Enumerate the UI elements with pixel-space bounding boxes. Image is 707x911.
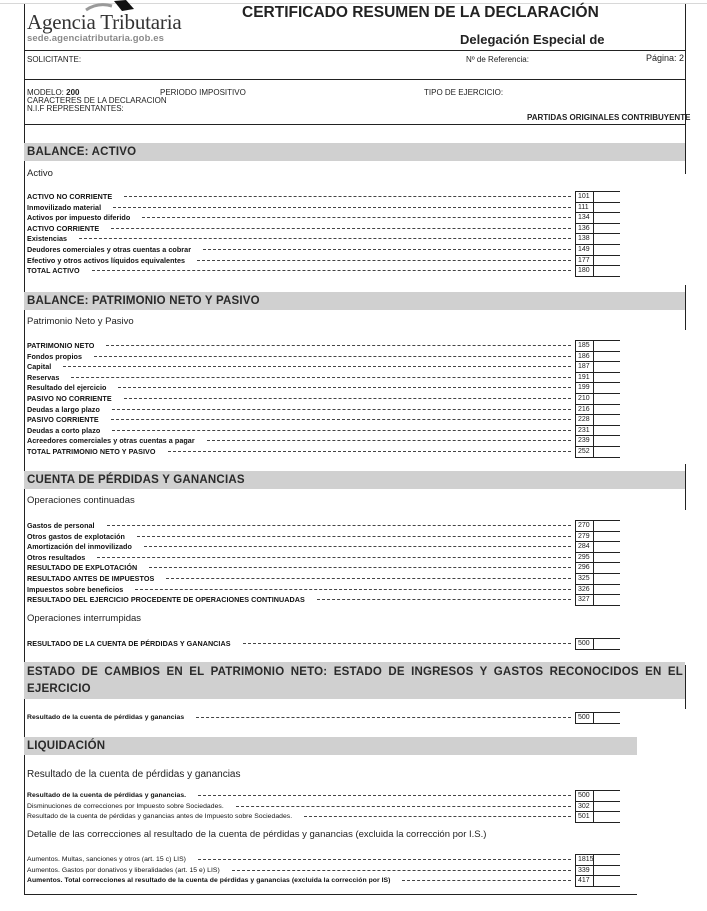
row-label: Gastos de personal [27,521,95,530]
leader-dots [232,870,571,871]
row-label: Otros resultados [27,552,86,562]
form-row [27,203,620,214]
section-perdidas-ganancias [24,471,685,489]
leader-dots [142,217,571,218]
leader-dots [124,196,571,197]
form-row [27,574,620,585]
leader-dots [135,589,571,590]
row-label: Capital [27,362,52,372]
header-rule-1 [24,50,686,51]
box-value[interactable] [594,191,620,202]
box-code: 239 [575,435,594,446]
row-label: Aumentos. Multas, sanciones y otros (art. 15 c) LIS) [27,856,186,863]
box-value[interactable] [594,372,620,383]
box-code: 228 [575,414,594,425]
box-code: 302 [575,801,594,812]
box-code: 199 [575,382,594,393]
box-value[interactable] [594,351,620,362]
document-subtitle: Delegación Especial de [460,32,605,47]
box-value[interactable] [594,790,620,801]
row-label: Reservas [27,372,60,382]
tipo-ejercicio-label: TIPO DE EJERCICIO: [424,88,504,97]
form-row [27,585,620,596]
box-code: 186 [575,351,594,362]
box-code: 295 [575,552,594,563]
box-value[interactable] [594,594,620,606]
modelo-value: 200 [66,88,80,97]
box-value[interactable] [594,801,620,812]
row-label: Resultado de la cuenta de pérdidas y ganancias. [27,792,187,799]
frame-left [24,4,25,894]
row-label: RESULTADO ANTES DE IMPUESTOS [27,574,155,583]
leader-dots [243,643,571,644]
box-value[interactable] [594,244,620,255]
row-label: Resultado del ejercicio [27,383,107,393]
form-row [27,447,620,458]
form-row [27,595,620,606]
form-row [27,812,620,823]
box-code: 191 [575,372,594,383]
box-code: 216 [575,404,594,415]
row-label: ACTIVO NO CORRIENTE [27,192,113,201]
form-row [27,394,620,405]
leader-dots [198,795,571,796]
section-balance-activo [24,143,685,161]
header-rule-2 [24,79,686,80]
box-value[interactable] [594,223,620,234]
leader-dots [106,345,571,346]
box-value[interactable] [594,638,620,650]
box-value[interactable] [594,340,620,351]
box-code: 138 [575,233,594,244]
form-row [27,224,620,235]
leader-dots [111,419,571,420]
leader-dots [317,599,571,600]
box-code: 134 [575,212,594,223]
solicitante-label: SOLICITANTE: [27,55,82,64]
leader-dots [111,228,571,229]
box-value[interactable] [594,573,620,584]
box-value[interactable] [594,393,620,404]
box-value[interactable] [594,435,620,446]
row-label: Activos por impuesto diferido [27,213,131,223]
group-subtitle: Patrimonio Neto y Pasivo [27,316,134,327]
section-title: BALANCE: ACTIVO [27,146,137,158]
box-value[interactable] [594,552,620,563]
box-code: 185 [575,340,594,351]
box-value[interactable] [594,531,620,542]
box-value[interactable] [594,382,620,393]
row-label: Resultado de la cuenta de pérdidas y ganancias antes de Impuesto sobre Sociedades. [27,813,293,821]
header-rule-3 [24,124,686,125]
box-value[interactable] [594,520,620,531]
modelo-label: MODELO: [27,88,64,97]
box-value[interactable] [594,811,620,823]
box-value[interactable] [594,255,620,266]
document-title: CERTIFICADO RESUMEN DE LA DECLARACIÓN [242,4,599,21]
box-value[interactable] [594,854,620,865]
leader-dots [207,440,571,441]
leader-dots [197,260,571,261]
leader-dots [118,387,571,388]
leader-dots [71,377,571,378]
row-label: Existencias [27,234,68,244]
frame-right-2 [685,285,686,330]
leader-dots [203,249,571,250]
box-code: 210 [575,393,594,404]
section-balance-patrimonio [24,292,685,310]
box-value[interactable] [594,425,620,436]
section-title: BALANCE: PATRIMONIO NETO Y PASIVO [27,295,260,307]
box-value[interactable] [594,541,620,552]
form-row [27,876,620,887]
page-number: Página: 2 [646,53,685,63]
form-row [27,866,620,877]
row-label: Disminuciones de correcciones por Impuesto sobre Sociedades. [27,802,224,810]
logo-name: Agencia Tributaria [27,10,182,34]
row-label: Acreedores comerciales y otras cuentas a pagar [27,436,195,446]
form-row [27,405,620,416]
box-code: 101 [575,191,594,202]
leader-dots [144,546,571,547]
logo-url: sede.agenciatributaria.gob.es [27,33,164,44]
box-code: 187 [575,361,594,372]
form-row [27,373,620,384]
form-row [27,855,620,866]
form-row [27,213,620,224]
leader-dots [124,398,571,399]
box-code: 501 [575,811,594,823]
group-subtitle: Operaciones interrumpidas [27,613,142,624]
row-label: Deudores comerciales y otras cuentas a cobrar [27,245,192,254]
section-title: ESTADO DE CAMBIOS EN EL PATRIMONIO NETO: ESTADO DE INGRESOS Y GASTOS RECONOCIDOS EN EL EJERCICIO [27,666,683,695]
group-subtitle: Operaciones continuadas [27,495,135,506]
form-row [27,266,620,277]
referencia-label: Nº de Referencia: [466,55,529,64]
row-label: Deudas a largo plazo [27,404,100,414]
form-row [27,791,620,802]
leader-dots [107,525,571,526]
box-code: 136 [575,223,594,234]
leader-dots [168,451,572,452]
box-code: 417 [575,875,594,887]
box-code: 149 [575,244,594,255]
leader-dots [113,207,571,208]
box-code: 1815 [575,854,594,865]
form-row [27,713,620,724]
form-row [27,234,620,245]
form-row [27,362,620,373]
box-value[interactable] [594,446,620,458]
row-label: ACTIVO CORRIENTE [27,223,100,233]
group-subtitle: Activo [27,168,53,179]
box-code: 500 [575,712,594,724]
box-code: 270 [575,520,594,531]
box-code: 177 [575,255,594,266]
frame-right-top [685,4,686,174]
form-row [27,553,620,564]
section-estado-cambios [24,662,685,699]
form-row [27,415,620,426]
row-label: Aumentos. Gastos por donativos y liberalidades (art. 15 e) LIS) [27,866,220,874]
caracteres-label: CARACTERES DE LA DECLARACION [27,96,167,105]
leader-dots [137,536,571,537]
box-value[interactable] [594,712,620,724]
box-code: 339 [575,865,594,876]
box-code: 180 [575,265,594,277]
box-value[interactable] [594,584,620,595]
form-row [27,436,620,447]
leader-dots [196,717,571,718]
leader-dots [63,366,571,367]
section-title: CUENTA DE PÉRDIDAS Y GANANCIAS [27,474,245,486]
leader-dots [112,409,571,410]
box-code: 231 [575,425,594,436]
frame-right-4 [685,665,686,709]
row-label: Fondos propios [27,351,82,361]
leader-dots [149,567,571,568]
leader-dots [236,806,571,807]
box-value[interactable] [594,233,620,244]
box-code: 252 [575,446,594,458]
row-label: Impuestos sobre beneficios [27,584,124,594]
box-value[interactable] [594,202,620,213]
box-value[interactable] [594,414,620,425]
box-code: 327 [575,594,594,606]
form-row [27,563,620,574]
box-code: 284 [575,541,594,552]
frame-right-3 [685,464,686,510]
box-value[interactable] [594,875,620,887]
leader-dots [112,430,571,431]
form-row [27,341,620,352]
row-label: TOTAL PATRIMONIO NETO Y PASIVO [27,447,156,456]
form-row [27,532,620,543]
form-row [27,245,620,256]
row-label: Aumentos. Total correcciones al resultado de la cuenta de pérdidas y ganancias (excluida la corrección por IS) [27,877,391,885]
row-label: Amortización del inmovilizado [27,542,132,552]
row-label: Deudas a corto plazo [27,425,101,435]
row-label: Resultado de la cuenta de pérdidas y ganancias [27,714,185,721]
leader-dots [92,270,571,271]
box-code: 296 [575,562,594,573]
form-row [27,639,620,650]
leader-dots [94,356,571,357]
row-label: TOTAL ACTIVO [27,266,80,276]
form-row [27,802,620,813]
row-label: RESULTADO DE EXPLOTACIÓN [27,563,138,573]
box-value[interactable] [594,361,620,372]
form-row [27,192,620,203]
row-label: RESULTADO DEL EJERCICIO PROCEDENTE DE OPERACIONES CONTINUADAS [27,595,305,605]
row-label: PASIVO CORRIENTE [27,415,99,425]
form-row [27,256,620,267]
box-code: 500 [575,790,594,801]
partidas-label: PARTIDAS ORIGINALES CONTRIBUYENTE [527,113,691,122]
box-value[interactable] [594,212,620,223]
row-label: RESULTADO DE LA CUENTA DE PÉRDIDAS Y GANANCIAS [27,639,231,648]
row-label: Otros gastos de explotación [27,531,126,541]
section-liquidacion [24,737,637,755]
leader-dots [304,816,571,817]
group-subtitle: Resultado de la cuenta de pérdidas y ganancias [27,769,241,780]
form-row [27,383,620,394]
leader-dots [79,238,571,239]
leader-dots [166,578,571,579]
box-value[interactable] [594,404,620,415]
group-subtitle: Detalle de las correcciones al resultado de la cuenta de pérdidas y ganancias (excluida la corrección por I.S.) [27,829,487,840]
form-row [27,426,620,437]
box-code: 326 [575,584,594,595]
leader-dots [402,880,571,881]
footer-rule [24,894,637,895]
box-code: 325 [575,573,594,584]
nif-label: N.I.F REPRESENTANTES: [27,104,124,113]
leader-dots [198,859,571,860]
leader-dots [97,557,571,558]
box-value[interactable] [594,865,620,876]
form-row [27,542,620,553]
box-code: 279 [575,531,594,542]
box-value[interactable] [594,265,620,277]
form-row [27,352,620,363]
box-code: 111 [575,202,594,213]
row-label: Inmovilizado material [27,202,102,212]
form-row [27,521,620,532]
box-code: 500 [575,638,594,650]
row-label: PATRIMONIO NETO [27,341,95,350]
section-title: LIQUIDACIÓN [27,740,106,752]
row-label: PASIVO NO CORRIENTE [27,394,112,403]
periodo-label: PERIODO IMPOSITIVO [160,88,246,97]
box-value[interactable] [594,562,620,573]
row-label: Efectivo y otros activos líquidos equivalentes [27,255,186,265]
